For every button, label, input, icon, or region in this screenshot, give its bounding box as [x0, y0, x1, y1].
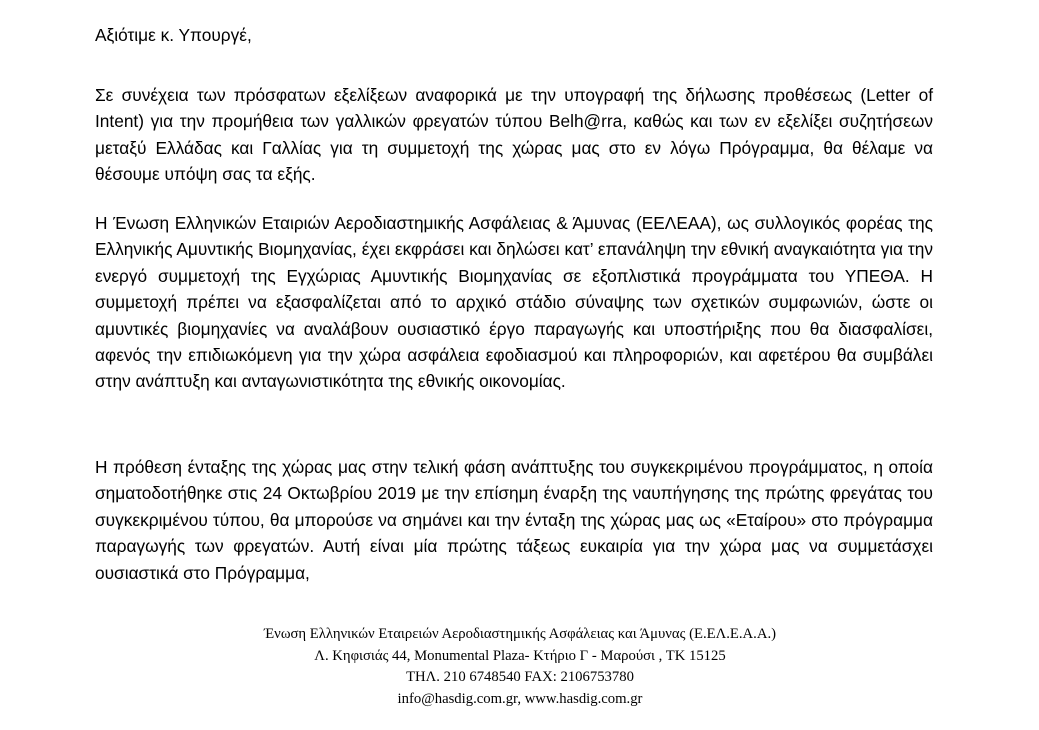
paragraph-3: Η πρόθεση ένταξης της χώρας μας στην τελική φάση ανάπτυξης του συγκεκριμένου προγράμματος, η οποία σηματοδοτήθηκε στις 24 Οκτωβρίου 2019 με την επίσημη έναρξη της ναυπήγησης της πρώτης φρεγάτας του συγκεκριμένου τύπου, θα μπορούσε να σημάνει και την ένταξη της χώρας μας ως «Εταίρου» στο πρόγραμμα παραγωγής των φρεγατών. Αυτή είναι μία πρώτης τάξεως ευκαιρία για την χώρα μας να συμμετάσχει ουσιαστικά στο Πρόγραμμα,: [95, 457, 933, 583]
footer-organization: Ένωση Ελληνικών Εταιρειών Αεροδιαστημικής Ασφάλειας και Άμυνας (Ε.ΕΛ.Ε.Α.Α.): [263, 626, 777, 642]
footer-address: Λ. Κηφισιάς 44, Monumental Plaza- Κτήριο Γ - Μαρούσι , ΤΚ 15125: [314, 647, 726, 664]
paragraph-2: Η Ένωση Ελληνικών Εταιριών Αεροδιαστημικής Ασφάλειας & Άμυνας (ΕΕΛΕΑΑ), ως συλλογικός φορέας της Ελληνικής Αμυντικής Βιομηχανίας, έχει εκφράσει και δηλώσει κατ’ επανάληψη την εθνική αναγκαιότητα για την ενεργό συμμετοχή της Εγχώριας Αμυντικής Βιομηχανίας σε εξοπλιστικά προγράμματα του ΥΠΕΘΑ. Η συμμετοχή πρέπει να εξασφαλίζεται από το αρχικό στάδιο σύναψης των σχετικών συμφωνιών, ώστε οι αμυντικές βιομηχανίες να αναλάβουν ουσιαστικό έργο παραγωγής και υποστήριξης που θα διασφαλίσει, αφενός την επιδιωκόμενη για την χώρα ασφάλεια εφοδιασμού και πληροφοριών, και αφετέρου θα συμβάλει στην ανάπτυξη και ανταγωνιστικότητα της εθνικής οικονομίας.: [95, 213, 933, 392]
letterhead-footer: [140, 624, 900, 710]
salutation: Αξιότιμε κ. Υπουργέ,: [95, 25, 252, 45]
footer-contact: info@hasdig.com.gr, www.hasdig.com.gr: [397, 690, 643, 707]
footer-phone-fax: ΤΗΛ. 210 6748540 FAX: 2106753780: [406, 669, 634, 685]
paragraph-1: Σε συνέχεια των πρόσφατων εξελίξεων αναφορικά με την υπογραφή της δήλωσης προθέσεως (Letter of Intent) για την προμήθεια των γαλλικών φρεγατών τύπου Belh@rra, καθώς και των εν εξελίξει συζητήσεων μεταξύ Ελλάδας και Γαλλίας για τη συμμετοχή της χώρας μας στο εν λόγω Πρόγραμμα, θα θέλαμε να θέσουμε υπόψη σας τα εξής.: [95, 85, 933, 185]
